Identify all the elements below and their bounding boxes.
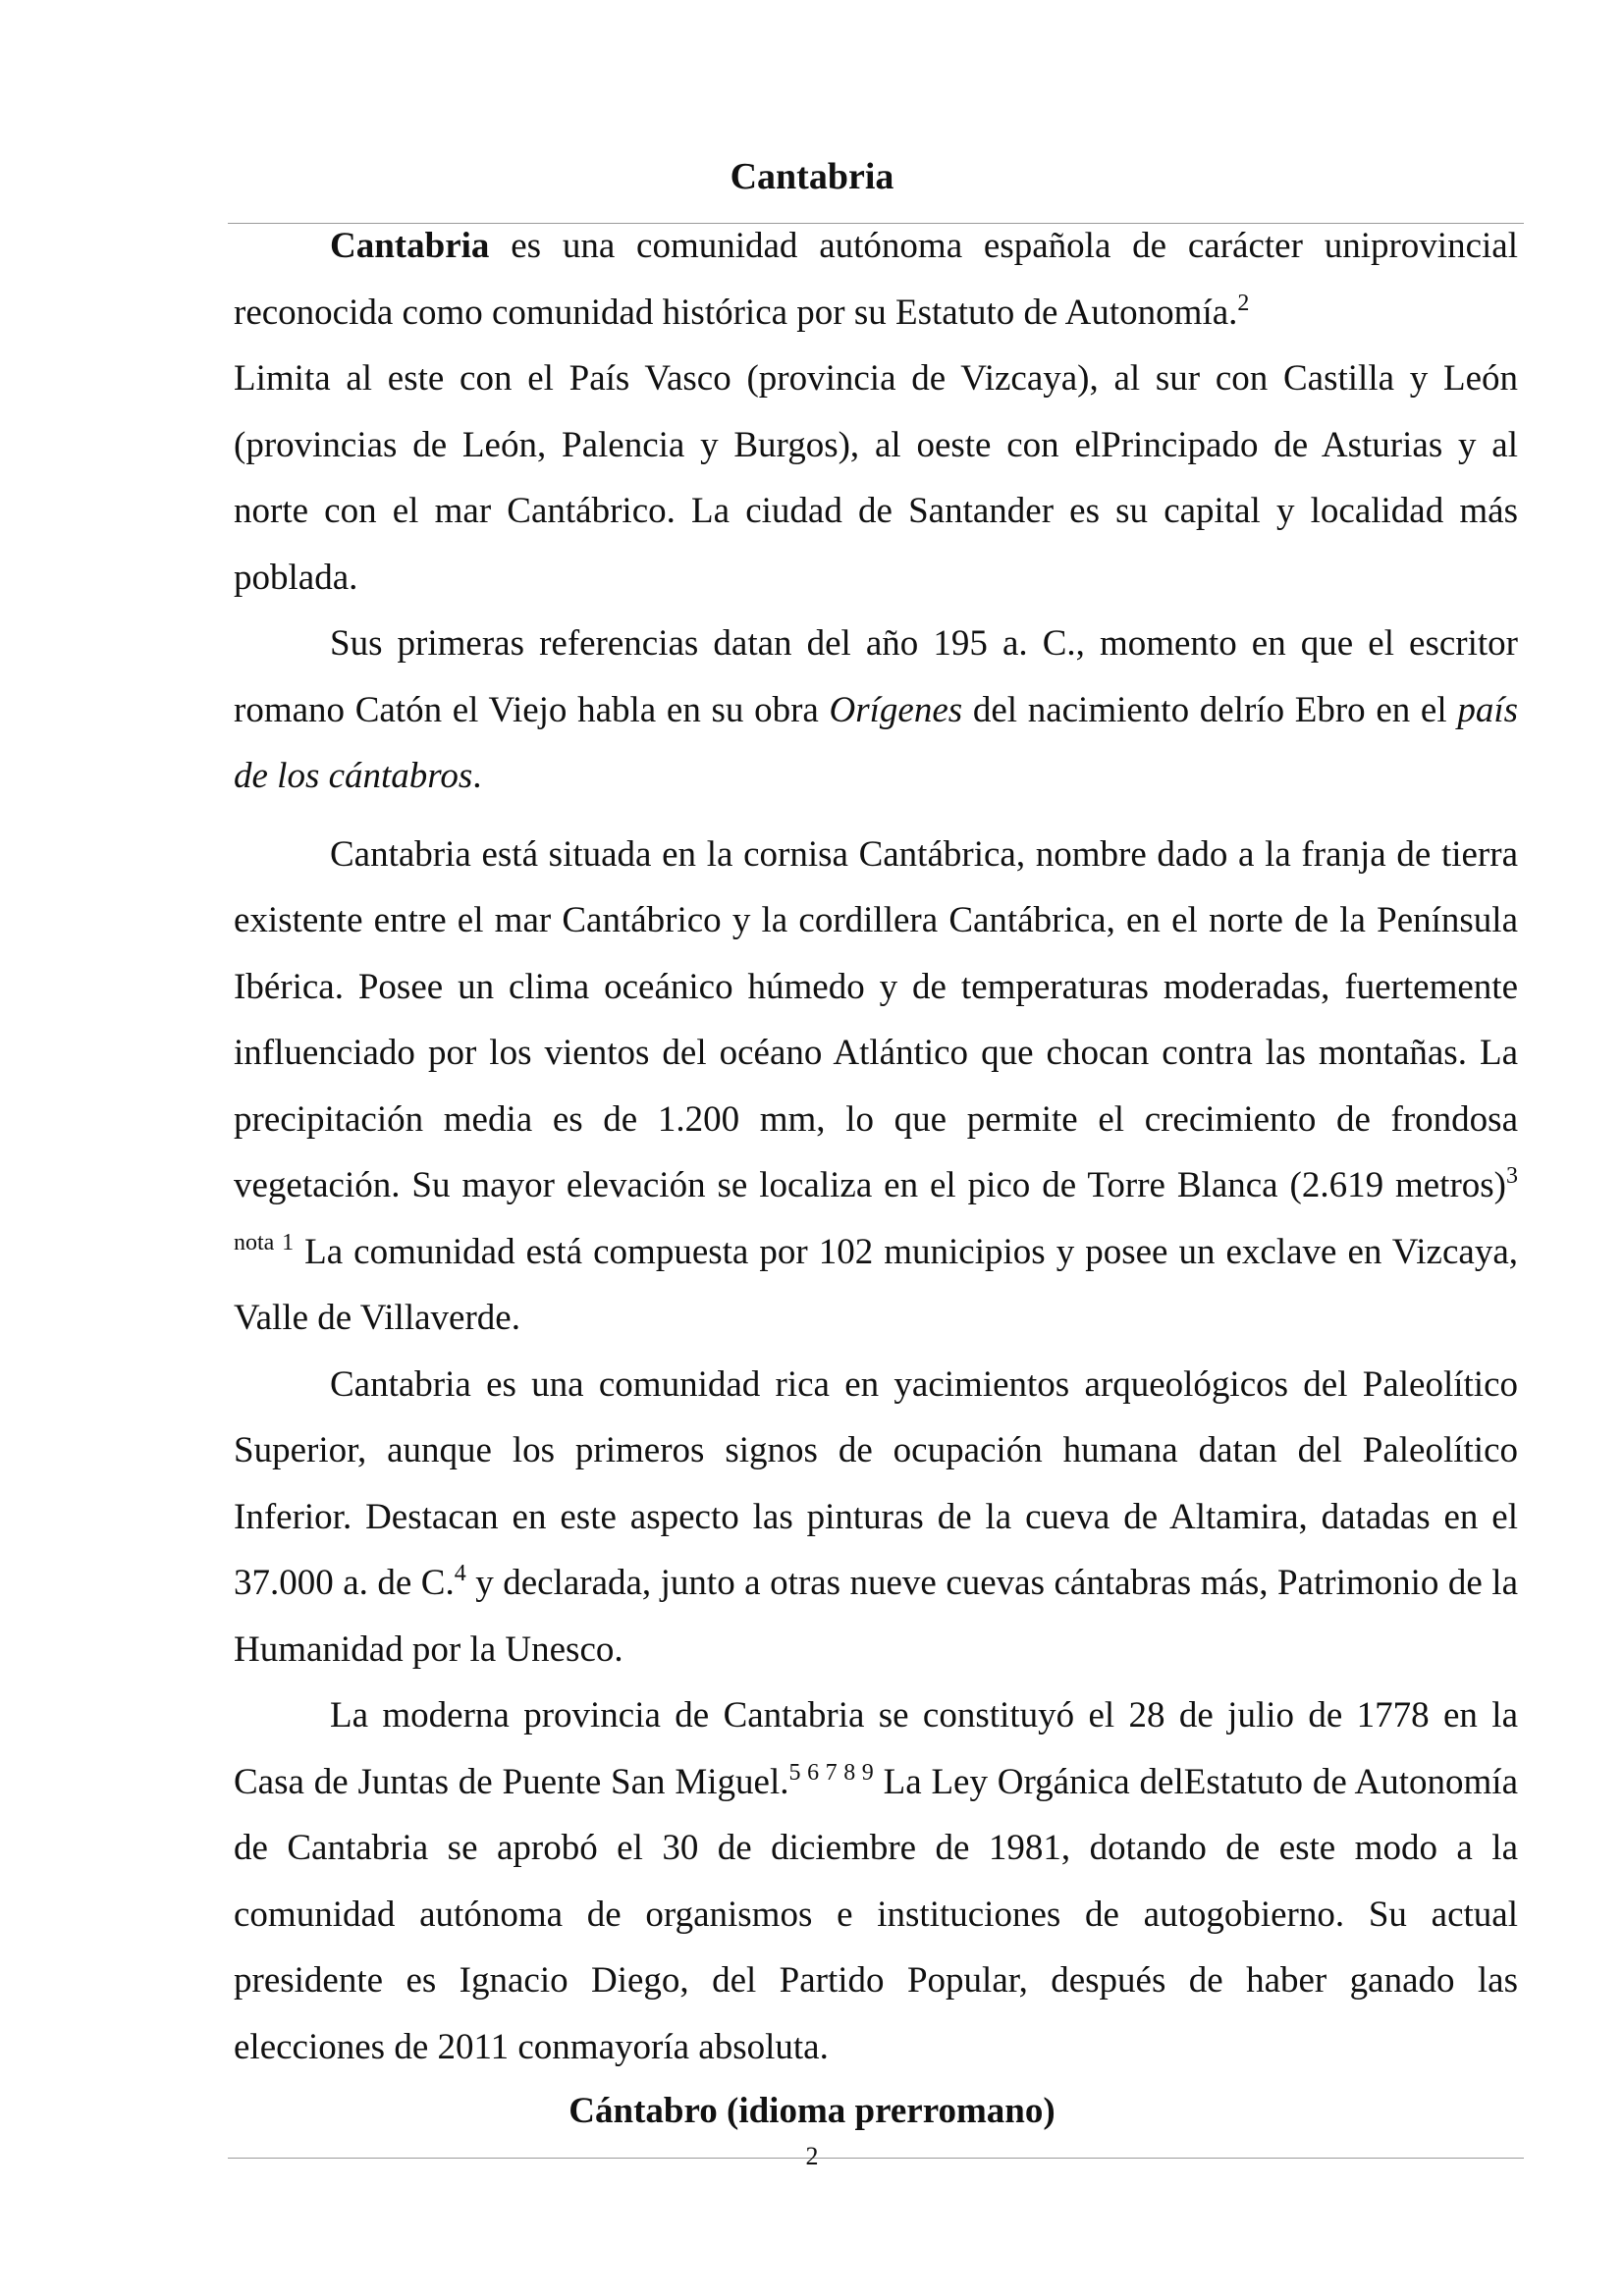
section-heading: Cántabro (idioma prerromano) [568,2091,1056,2131]
paragraph-text: La comunidad está compuesta por 102 municipios y posee un exclave en Vizcaya, Valle de Villaverde. [234,1231,1518,1338]
document-body [234,213,1518,2080]
bold-term: Cantabria [330,226,490,266]
footnote-ref: 2 [1237,290,1250,316]
paragraph-intro [234,213,1518,346]
paragraph-text: y declarada, junto a otras nueve cuevas cántabras más, Patrimonio de la Humanidad por la Unesco. [234,1563,1519,1670]
paragraph-geography [234,822,1518,1352]
paragraph-text: Cantabria está situada en la cornisa Cantábrica, nombre dado a la franja de tierra existente entre el mar Cantábrico y la cordillera Cantábrica, en el norte de la Península Ibérica. Posee un clima oceánico húmedo y de temperaturas moderadas, fuertemente influenciado por los vientos del océano Atlántico que chocan contra las montañas. La precipitación media es de 1.200 mm, lo que permite el crecimiento de frondosa vegetación. Su mayor elevación se localiza en el pico de Torre Blanca (2.619 metros) [234,833,1518,1205]
paragraph-text: La Ley Orgánica delEstatuto de Autonomía de Cantabria se aprobó el 30 de diciembre de 1981, dotando de este modo a la comunidad autónoma de organismos e instituciones de autogobierno. Su actual presidente es Ignacio Diego, del Partido Popular, después de haber ganado las elecciones de 2011 conmayoría absoluta. [234,1761,1519,2067]
paragraph-archaeology [234,1352,1518,1683]
paragraph-history [234,611,1518,810]
paragraph-text: La moderna provincia de Cantabria se constituyó el 28 de julio de 1778 en la Casa de Juntas de Puente San Miguel. [234,1695,1518,1802]
italic-phrase: país de los cántabros [234,689,1518,796]
paragraph-text: Cantabria es una comunidad rica en yacimientos arqueológicos del Paleolítico Superior, aunque los primeros signos de ocupación humana datan del Paleolítico Inferior. Destacan en este aspecto las pinturas de la cueva de Altamira, datadas en el 37.000 a. de C. [234,1363,1518,1603]
paragraph-text: del nacimiento delrío Ebro en el [962,689,1458,730]
italic-work-title: Orígenes [829,689,963,730]
footnote-ref: 5 6 7 8 9 [788,1759,874,1786]
footnote-ref: 4 [454,1561,466,1586]
paragraph-text: Sus primeras referencias datan del año 195 a. C., momento en que el escritor romano Catón el Viejo habla en su obra [234,623,1518,730]
paragraph-text: . [472,756,482,796]
paragraph-limits [234,346,1518,611]
footnote-ref: 3 nota 1 [234,1163,1518,1255]
paragraph-text: es una comunidad autónoma española de carácter uniprovincial reconocida como comunidad histórica por su Estatuto de Autonomía. [234,226,1518,333]
paragraph-text: Limita al este con el País Vasco (provincia de Vizcaya), al sur con Castilla y León (provincias de León, Palencia y Burgos), al oeste con elPrincipado de Asturias y al norte con el mar Cantábrico. La ciudad de Santander es su capital y localidad más poblada. [234,358,1518,598]
page-title: Cantabria [730,156,894,197]
paragraph-province [234,1682,1518,2080]
page-number: 2 [805,2142,819,2170]
